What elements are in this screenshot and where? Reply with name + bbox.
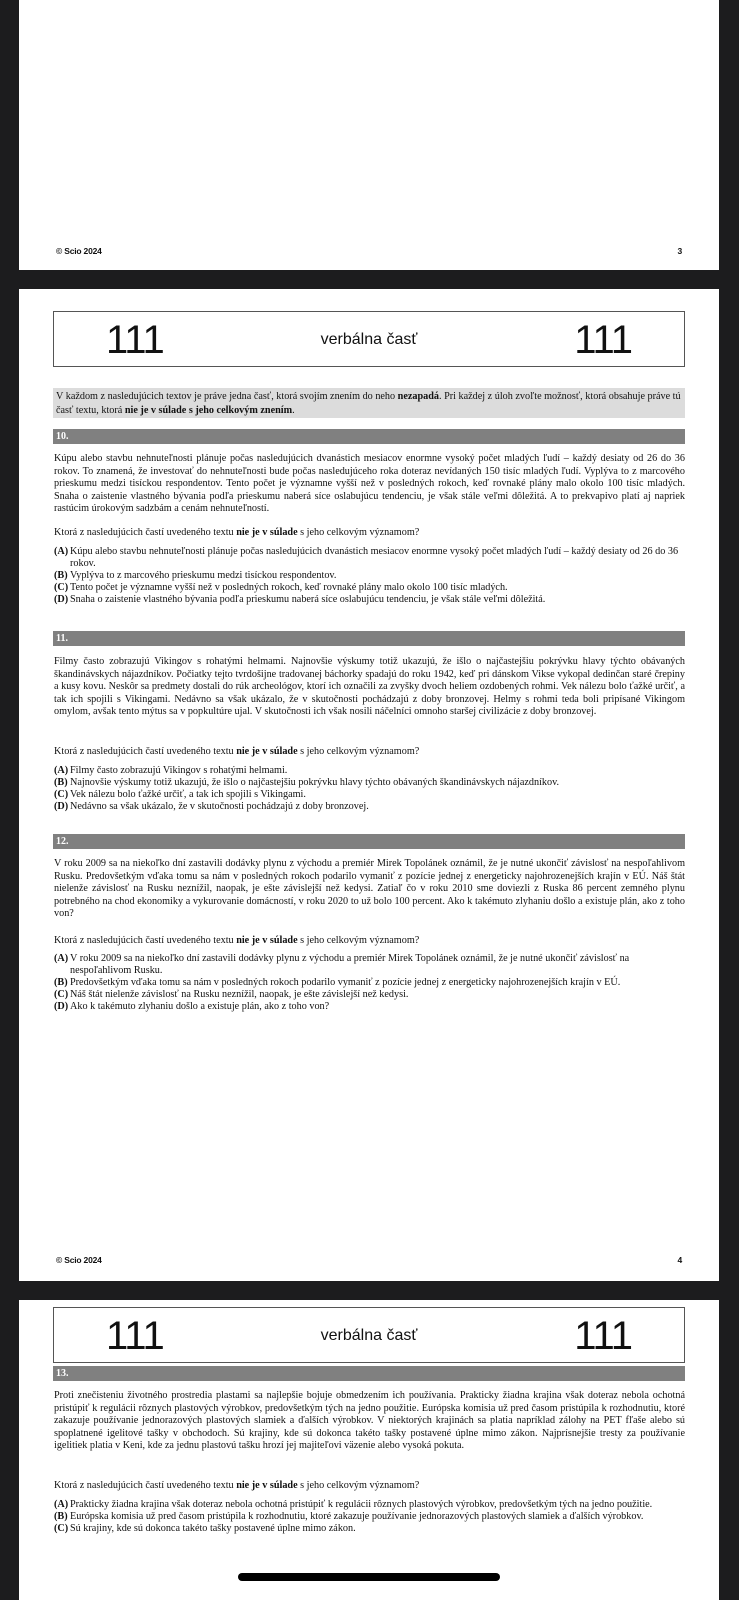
task-number-bar: 10. <box>53 429 685 444</box>
page-number: 3 <box>677 246 682 256</box>
section-header <box>53 1307 685 1363</box>
answer-option[interactable]: (B) Najnovšie výskumy totiž ukazujú, že išlo o najčastejšiu pokrývku hlavy týchto obávaných škandinávskych nájazdníkov. <box>54 777 560 789</box>
pdf-page-5 <box>19 1300 719 1600</box>
home-indicator[interactable] <box>238 1573 500 1581</box>
pdf-page-4 <box>19 289 719 1281</box>
task-number-bar: 11. <box>53 631 685 646</box>
answer-option[interactable]: (C) Sú krajiny, kde sú dokonca takéto tašky postavené úplne mimo zákon. <box>54 1523 356 1535</box>
answer-option[interactable]: (A) Prakticky žiadna krajina však doteraz nebola ochotná pristúpiť k regulácii rôznych plastových výrobkov, predovšetkým tých na jedno použitie. <box>54 1499 653 1510</box>
answer-options <box>54 765 685 813</box>
answer-option[interactable]: (D) Nedávno sa však ukázalo, že v skutočnosti pochádzajú z doby bronzovej. <box>54 801 369 813</box>
section-header <box>53 311 685 367</box>
page-number: 4 <box>677 1255 682 1265</box>
task-question: Ktorá z nasledujúcich častí uvedeného textu nie je v súlade s jeho celkovým významom? <box>54 527 420 538</box>
copyright-text: © Scio 2024 <box>56 246 102 256</box>
answer-option[interactable]: (A) Filmy často zobrazujú Vikingov s rohatými helmami. <box>54 765 288 776</box>
test-code-left: 111 <box>106 1314 164 1358</box>
task-question: Ktorá z nasledujúcich častí uvedeného textu nie je v súlade s jeho celkovým významom? <box>54 746 420 757</box>
section-title: verbálna časť <box>320 1327 418 1344</box>
instr-bold: nie je v súlade s jeho celkovým znením <box>124 404 293 416</box>
page-footer <box>56 1255 682 1265</box>
page-footer <box>56 246 682 256</box>
task-question: Ktorá z nasledujúcich častí uvedeného textu nie je v súlade s jeho celkovým významom? <box>54 935 420 946</box>
pdf-page-3 <box>19 0 719 270</box>
task-passage: Proti znečisteniu životného prostredia plastami sa najlepšie bojuje obmedzením ich používania. Prakticky žiadna krajina však doteraz nebola ochotná pristúpiť k regulácii rôznych plastových výrobkov, predovšetkým tých na jedno použitie. Európska komisia už pred časom pristúpila k rozhodnutiu, ktoré zakazuje používanie jednorazových plastových slamiek a ďalších výrobkov. V niektorých krajinách sa platia napríklad zálohy na PET fľaše alebo sú spoplatnené igelitové tašky v obchodoch. Sú krajiny, kde sú dokonca takéto tašky postavené úplne mimo zákon. Najprísnejšie tresty za používanie igelitiek platia v Keni, kde za jednu plastovú tašku hrozí jej majiteľovi väzenie alebo vysoká pokuta. <box>54 1390 685 1452</box>
answer-options <box>54 546 685 606</box>
copyright-text: © Scio 2024 <box>56 1255 102 1265</box>
task-number-bar: 12. <box>53 834 685 849</box>
instr-text: . <box>292 404 295 416</box>
task-question: Ktorá z nasledujúcich častí uvedeného textu nie je v súlade s jeho celkovým významom? <box>54 1480 420 1491</box>
answer-option[interactable]: (D) Snaha o zaistenie vlastného bývania podľa prieskumu naberá síce oslabujúcu tendenciu, je však stále veľmi dôležitá. <box>54 594 546 606</box>
task-passage: Filmy často zobrazujú Vikingov s rohatými helmami. Najnovšie výskumy totiž ukazujú, že išlo o najčastejšiu pokrývku hlavy týchto obávaných škandinávskych nájazdníkov. Počiatky tejto tvrdošijne tradovanej báchorky spadajú do roku 1942, keď pri dánskom Vikse vykopal dedinčan staré črepiny a kusy kovu. Neskôr sa predmety dostali do rúk archeológov, ktorí ich označili za zvyšky dvoch heliem ozdobených rohmi. Vek nálezu bolo ťažké určiť, a tak ich spojili s Vikingami. Nedávno sa však ukázalo, že v skutočnosti pochádzajú z doby bronzovej. Helmy s rohmi teda boli pripísané Vikingom omylom, avšak tento mýtus sa v popkultúre ujal. V skutočnosti ich však nosili náčelníci omnoho staršej civilizácie z doby bronzovej. <box>54 656 685 718</box>
answer-option[interactable]: (B) Európska komisia už pred časom pristúpila k rozhodnutiu, ktoré zakazuje používanie jednorazových plastových slamiek a ďalších výrobkov. <box>54 1511 644 1523</box>
instr-text: V každom z nasledujúcich textov je práve jedna časť, ktorá svojím znením do neho <box>56 391 398 402</box>
section-title: verbálna časť <box>320 331 418 348</box>
answer-option[interactable]: (D) Ako k takémuto zlyhaniu došlo a existuje plán, ako z toho von? <box>54 1001 330 1013</box>
task-passage: Kúpu alebo stavbu nehnuteľnosti plánuje počas nasledujúcich dvanástich mesiacov enormne vysoký počet mladých ľudí – každý desiaty od 26 do 36 rokov. To znamená, že investovať do nehnuteľnosti bude počas nasledujúceho roka doteraz nevídaných 150 tisíc mladých ľudí. Vyplýva to z marcového prieskumu medzi tisíckou respondentov. Tento počet je významne vyšší než v posledných rokoch, keď rovnaké plány malo okolo 100 tisíc mladých. Snaha o zaistenie vlastného bývania podľa prieskumu naberá síce oslabujúcu tendenciu, je však stále veľmi dôležitá. A to prekvapivo platí aj napriek rastúcim úrokovým sadzbám a cenám nehnuteľností. <box>54 453 685 515</box>
instr-bold: nezapadá <box>397 391 439 402</box>
answer-options <box>54 1499 685 1535</box>
answer-option[interactable]: (C) Vek nálezu bolo ťažké určiť, a tak ich spojili s Vikingami. <box>54 789 306 801</box>
task-passage: V roku 2009 sa na niekoľko dní zastavili dodávky plynu z východu a premiér Mirek Topolánek oznámil, že je nutné ukončiť závislosť na nespoľahlivom Rusku. Predovšetkým vďaka tomu sa nám v posledných rokoch podarilo vymaniť z pozície jednej z energeticky najohrozenejších krajín v EÚ. Náš štát nielenže závislosť na Rusku neznížil, naopak, je ešte závislejší než kedysi. Zatiaľ čo v roku 2010 sme doviezli z Ruska 86 percent zemného plynu potrebného na chod ekonomiky a vykurovanie domácností, v roku 2020 to už bolo 100 percent. Ako k takémuto zlyhaniu došlo a existuje plán, ako z toho von? <box>54 858 685 920</box>
answer-options <box>54 953 685 1013</box>
test-code-right: 111 <box>574 318 632 362</box>
answer-option[interactable]: (A) Kúpu alebo stavbu nehnuteľnosti plánuje počas nasledujúcich dvanástich mesiacov enormne vysoký počet mladých ľudí – každý desiaty od 26 do 36 rokov. <box>54 546 679 570</box>
answer-option[interactable]: (C) Tento počet je významne vyšší než v posledných rokoch, keď rovnaké plány malo okolo 100 tisíc mladých. <box>54 582 508 594</box>
answer-option[interactable]: (B) Vyplýva to z marcového prieskumu medzi tisíckou respondentov. <box>54 570 337 582</box>
task-number-bar: 13. <box>53 1366 685 1381</box>
instr-text: . Pri každej z úloh zvoľte možnosť, ktorá obsahuje práve tú časť textu, ktorá <box>56 391 681 416</box>
test-code-right: 111 <box>574 1314 632 1358</box>
answer-option[interactable]: (A) V roku 2009 sa na niekoľko dní zastavili dodávky plynu z východu a premiér Mirek Topolánek oznámil, že je nutné ukončiť závislosť na nespoľahlivom Rusku. <box>54 953 630 977</box>
answer-option[interactable]: (B) Predovšetkým vďaka tomu sa nám v posledných rokoch podarilo vymaniť z pozície jednej z energeticky najohrozenejších krajín v EÚ. <box>54 977 621 989</box>
test-code-left: 111 <box>106 318 164 362</box>
answer-option[interactable]: (C) Náš štát nielenže závislosť na Rusku neznížil, naopak, je ešte závislejší než kedysi. <box>54 989 409 1001</box>
instructions-box <box>53 388 685 418</box>
